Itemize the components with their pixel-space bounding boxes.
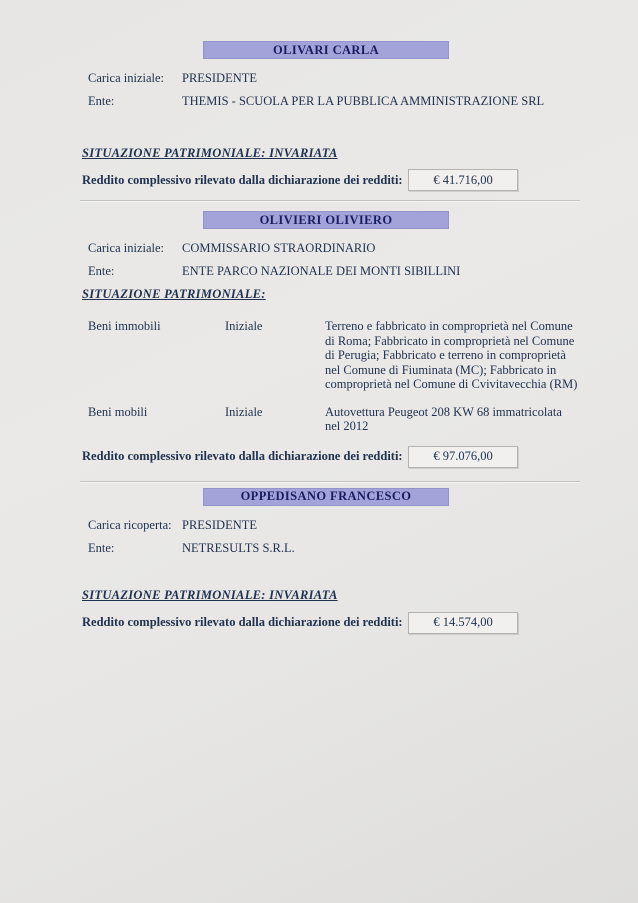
asset-category: Beni immobili	[88, 319, 161, 333]
field-label: Ente:	[88, 94, 115, 108]
asset-description: Terreno e fabbricato in comproprietà nel Comune di Roma; Fabbricato in comproprietà nel Comune di Perugia; Fabbricato e terreno in comproprietà nel Comune di Fiuminata (MC); Fabbricato in comproprietà nel Comune di Cvivitavecchia (RM)	[325, 319, 578, 391]
field-value: ENTE PARCO NAZIONALE DEI MONTI SIBILLINI	[182, 264, 461, 278]
reddito-row	[82, 446, 580, 468]
field-value: PRESIDENTE	[182, 517, 257, 532]
field-label: Carica iniziale:	[88, 241, 165, 255]
asset-table	[88, 319, 580, 434]
field-label: Ente:	[88, 264, 115, 278]
asset-category: Beni mobili	[88, 404, 148, 419]
asset-phase: Iniziale	[225, 404, 263, 419]
official-name: OPPEDISANO FRANCESCO	[240, 489, 412, 503]
field-row-carica	[88, 241, 580, 255]
field-row-carica	[88, 71, 580, 85]
field-row-carica	[88, 518, 580, 532]
field-row-ente	[88, 541, 580, 555]
reddito-label: Reddito complessivo rilevato dalla dichiarazione dei redditi:	[82, 615, 403, 629]
field-value: THEMIS - SCUOLA PER LA PUBBLICA AMMINISTRAZIONE SRL	[182, 94, 545, 108]
field-label: Carica iniziale:	[88, 71, 165, 85]
field-label: Carica ricoperta:	[88, 517, 172, 532]
official-section-olivari-carla	[82, 41, 580, 191]
asset-phase: Iniziale	[225, 319, 263, 333]
section-divider	[80, 481, 580, 482]
reddito-amount-box: € 14.574,00	[408, 612, 518, 634]
reddito-row	[82, 169, 580, 191]
reddito-label: Reddito complessivo rilevato dalla dichiarazione dei redditi:	[82, 172, 403, 187]
situazione-patrimoniale-heading: SITUAZIONE PATRIMONIALE: INVARIATA	[82, 587, 338, 602]
reddito-amount-box: € 97.076,00	[408, 446, 518, 468]
official-section-olivieri-oliviero	[82, 211, 580, 468]
asset-description: Autovettura Peugeot 208 KW 68 immatricolata nel 2012	[325, 404, 562, 433]
situazione-patrimoniale-heading: SITUAZIONE PATRIMONIALE:	[82, 287, 266, 301]
official-name-header	[203, 488, 449, 506]
field-value: PRESIDENTE	[182, 71, 257, 85]
official-name: OLIVARI CARLA	[272, 42, 380, 57]
field-value: NETRESULTS S.R.L.	[182, 540, 295, 555]
asset-row-beni-mobili	[88, 405, 580, 434]
field-row-ente	[88, 264, 580, 278]
field-row-ente	[88, 94, 580, 108]
field-value: COMMISSARIO STRAORDINARIO	[182, 241, 376, 255]
reddito-amount-box: € 41.716,00	[408, 169, 518, 191]
section-divider	[80, 200, 580, 201]
official-name: OLIVIERI OLIVIERO	[259, 212, 393, 227]
official-name-header	[203, 211, 449, 229]
official-name-header	[203, 41, 449, 59]
field-label: Ente:	[88, 540, 115, 555]
situazione-patrimoniale-heading: SITUAZIONE PATRIMONIALE: INVARIATA	[82, 146, 338, 160]
official-section-oppedisano-francesco	[82, 488, 580, 634]
asset-row-beni-immobili	[88, 319, 580, 392]
reddito-label: Reddito complessivo rilevato dalla dichiarazione dei redditi:	[82, 449, 403, 463]
reddito-row	[82, 612, 580, 634]
